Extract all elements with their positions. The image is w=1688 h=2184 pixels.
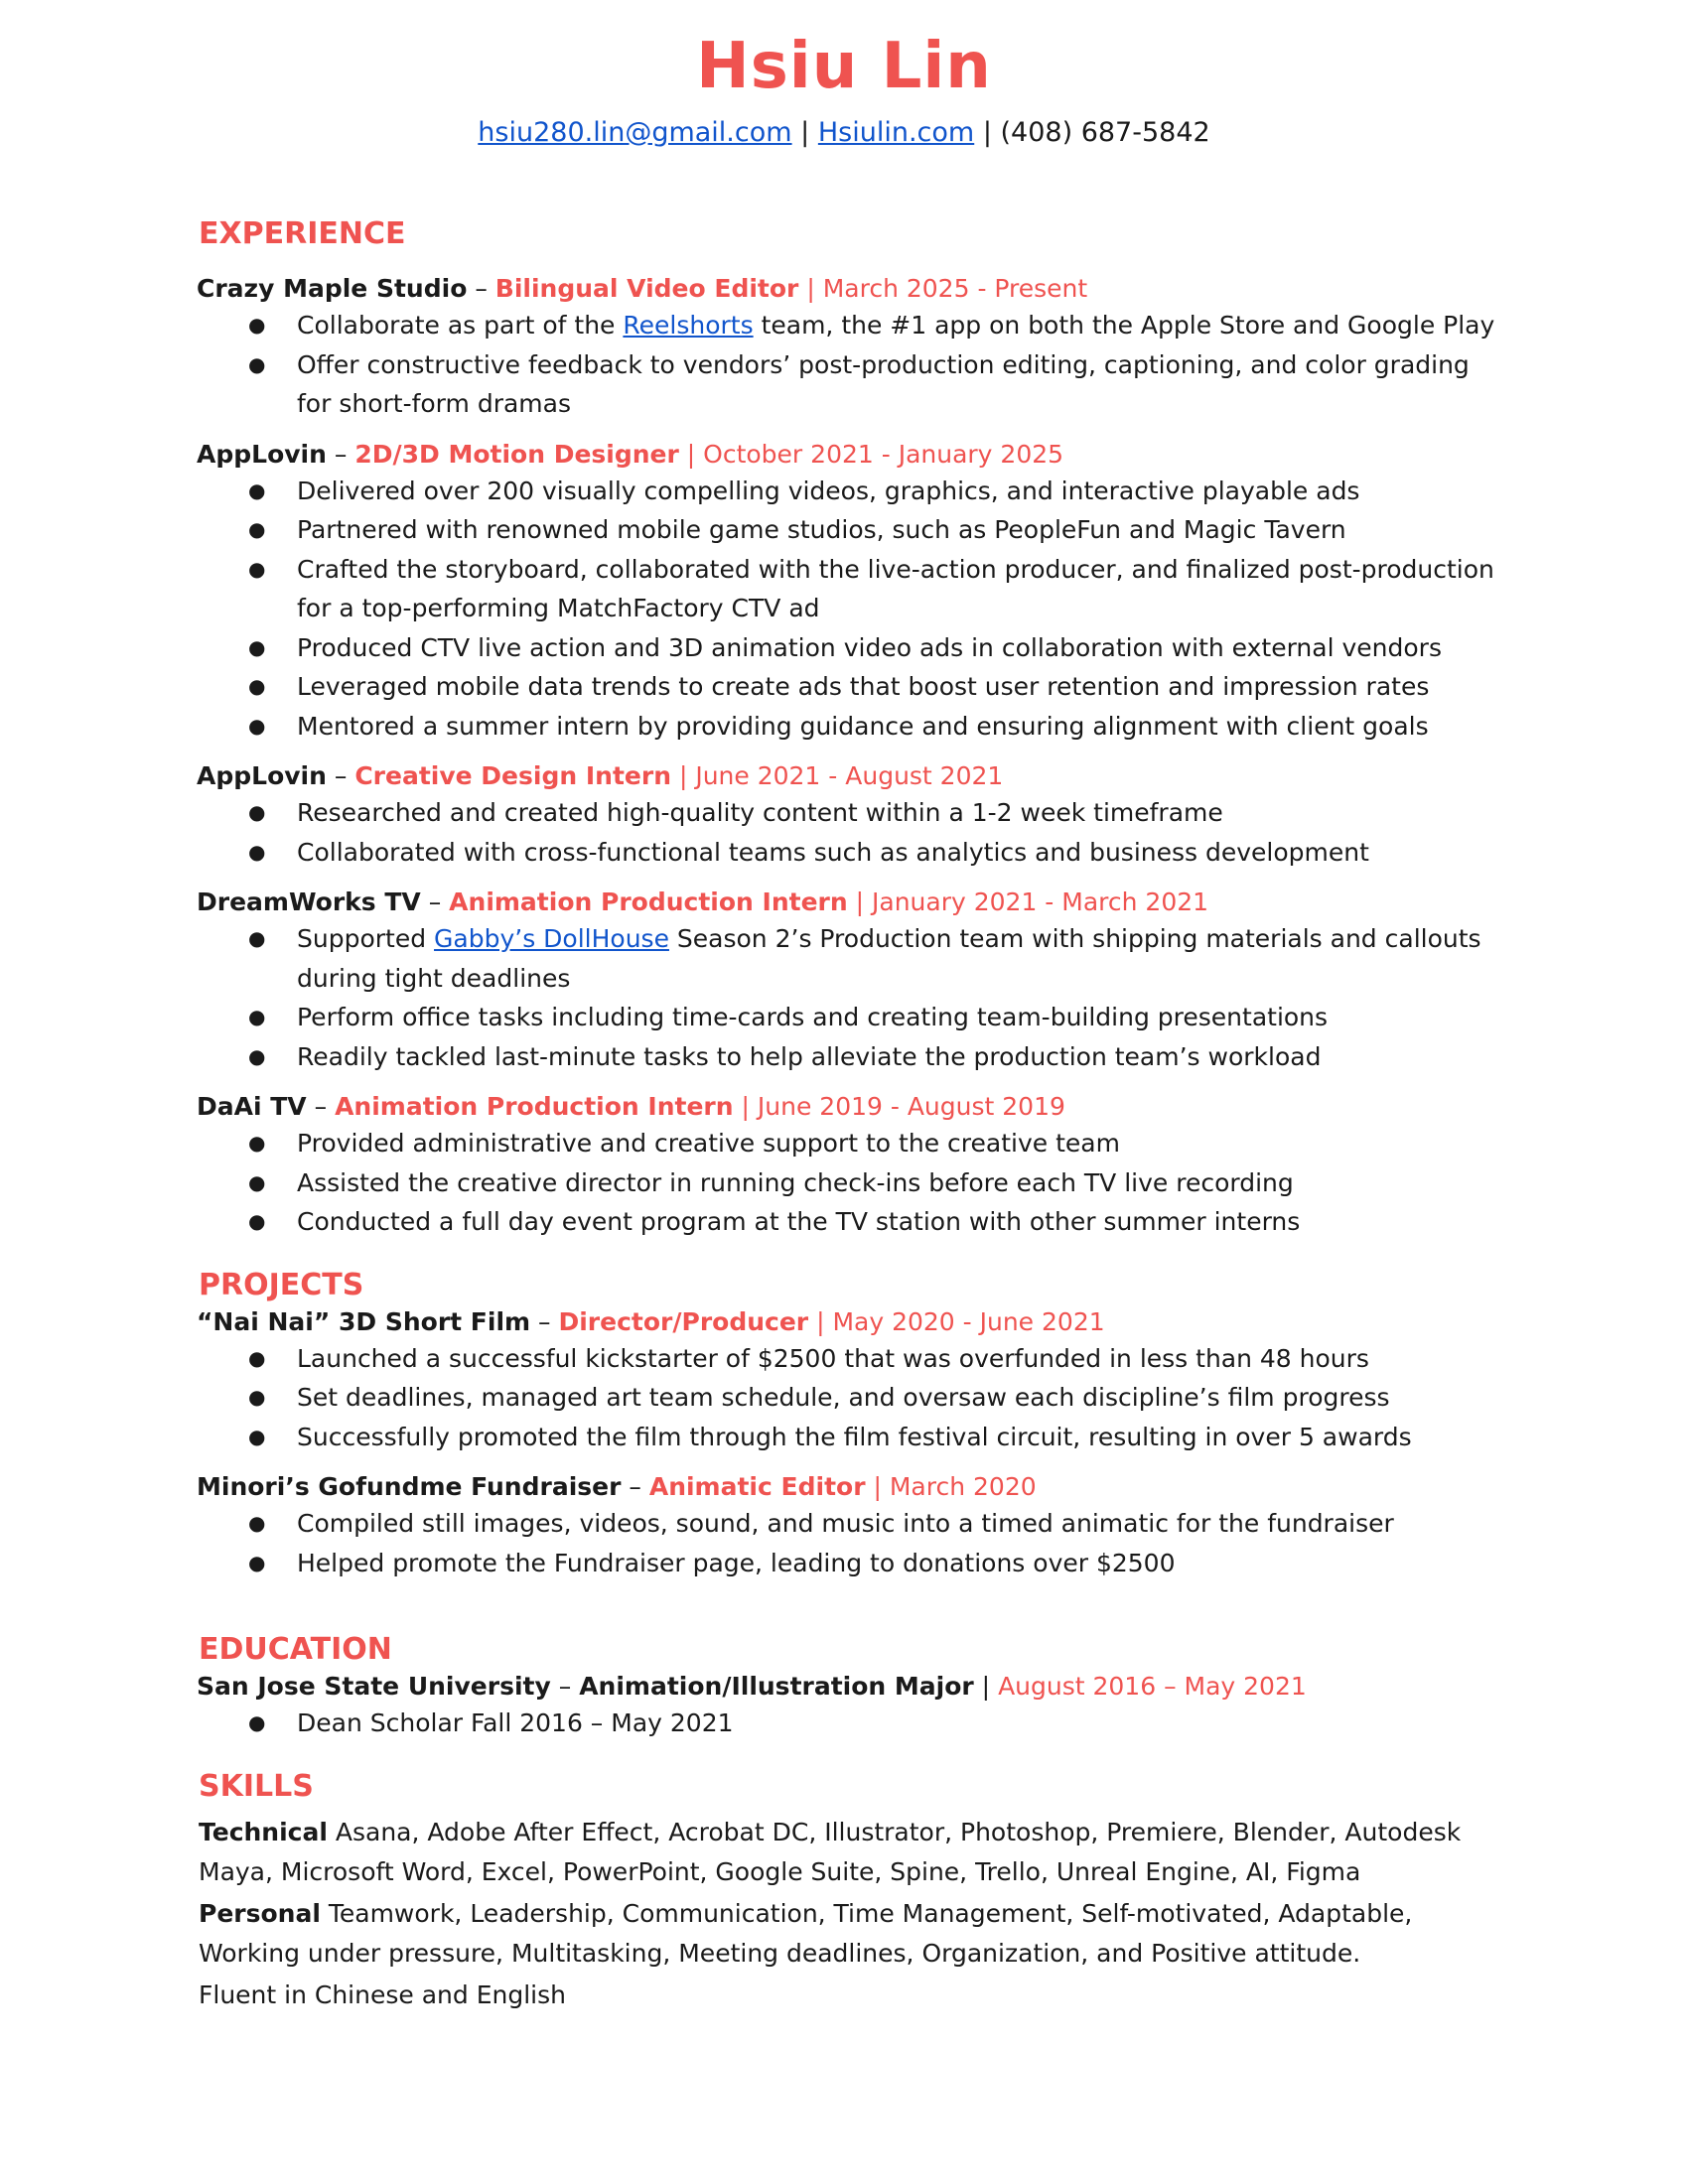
bullet-item: [197, 833, 1497, 873]
entry-bar: |: [973, 1672, 999, 1701]
experience-heading: EXPERIENCE: [199, 216, 406, 251]
bullet-dot-icon: ●: [248, 556, 266, 581]
bullet-text: Partnered with renowned mobile game studios, such as PeopleFun and Magic Tavern: [297, 515, 1346, 544]
entry-head: [197, 759, 1497, 793]
bullet-dot-icon: ●: [248, 1550, 266, 1574]
bullet-text: Produced CTV live action and 3D animation video ads in collaboration with external vendors: [297, 632, 1442, 662]
entry: [197, 1305, 1497, 1457]
bullet-text: Provided administrative and creative support to the creative team: [297, 1129, 1120, 1158]
bullet-text: Leveraged mobile data trends to create ads that boost user retention and impression rates: [297, 672, 1430, 701]
email-link[interactable]: hsiu280.lin@gmail.com: [478, 117, 792, 148]
bullet-text: team, the #1 app on both the Apple Store and Google Play: [753, 311, 1495, 340]
entry-dash: –: [420, 887, 450, 916]
bullet-dot-icon: ●: [248, 478, 266, 502]
bullet-dot-icon: ●: [248, 1005, 266, 1028]
entry-bullets: [197, 919, 1497, 1076]
entry-dash: –: [467, 274, 495, 303]
major-name: Animation/Illustration Major: [579, 1672, 974, 1701]
entry-role: Bilingual Video Editor: [494, 274, 799, 303]
entry-dash: –: [306, 1092, 336, 1121]
entry-date: | October 2021 - January 2025: [686, 439, 1064, 469]
personal-skills: [199, 1894, 1497, 1974]
entry-head: [197, 1090, 1497, 1124]
entry-head: [197, 1305, 1497, 1339]
bullet-item: [197, 510, 1497, 550]
bullet-item: [197, 1544, 1497, 1583]
bullet-dot-icon: ●: [248, 1131, 266, 1155]
bullet-dot-icon: ●: [248, 1710, 266, 1734]
bullet-text: Dean Scholar Fall 2016 – May 2021: [297, 1708, 734, 1737]
bullet-item: [197, 550, 1497, 628]
resume-header: [0, 22, 1688, 155]
entry-dash: –: [326, 761, 355, 790]
entry-date: | June 2019 - August 2019: [741, 1092, 1065, 1121]
contact-separator: |: [982, 117, 992, 148]
bullet-dot-icon: ●: [248, 517, 266, 541]
bullet-text: Mentored a summer intern by providing guidance and ensuring alignment with client goals: [297, 711, 1429, 741]
entry-bullets: [197, 1339, 1497, 1457]
entry-dash: –: [326, 439, 355, 469]
bullet-item: [197, 345, 1497, 424]
entry-role: 2D/3D Motion Designer: [354, 439, 679, 469]
entry-space: [679, 440, 687, 469]
bullet-item: [197, 472, 1497, 511]
entry: [197, 1470, 1497, 1582]
bullet-dot-icon: ●: [248, 674, 266, 698]
entry-org: AppLovin: [197, 761, 327, 790]
entry-head: [197, 886, 1497, 919]
bullet-item: [197, 1037, 1497, 1077]
entry-space: [808, 1307, 816, 1336]
bullet-item: [197, 1504, 1497, 1544]
bullet-text: Supported: [297, 924, 435, 953]
entry-space: [671, 761, 679, 790]
resume-body: [197, 175, 1497, 2017]
bullet-text: Conducted a full day event program at the TV station with other summer interns: [297, 1207, 1301, 1236]
entry-space: [734, 1092, 742, 1121]
bullet-text: Compiled still images, videos, sound, and music into a timed animatic for the fundraiser: [297, 1509, 1394, 1538]
entry-space: [848, 887, 856, 916]
education-heading: EDUCATION: [199, 1632, 392, 1667]
entry-date: | March 2020: [873, 1472, 1037, 1501]
technical-text: Asana, Adobe After Effect, Acrobat DC, Illustrator, Photoshop, Premiere, Blender, Autodesk Maya, Microsoft Word, Excel, PowerPoint, Google Suite, Spine, Trello, Unreal Engine, AI, Figma: [199, 1817, 1462, 1886]
bullet-item: [197, 1124, 1497, 1163]
bullet-link[interactable]: Reelshorts: [623, 311, 754, 340]
school-name: San Jose State University: [197, 1672, 551, 1701]
contact-separator: |: [800, 117, 810, 148]
bullet-text: Collaborate as part of the: [297, 311, 624, 340]
technical-label: Technical: [199, 1817, 328, 1846]
entry-role: Animation Production Intern: [449, 887, 848, 916]
bullet-dot-icon: ●: [248, 926, 266, 950]
entry: [197, 438, 1497, 747]
bullet-item: [197, 793, 1497, 833]
bullet-dot-icon: ●: [248, 634, 266, 659]
entry-dash: –: [621, 1472, 649, 1501]
bullet-text: Perform office tasks including time-cards and creating team-building presentations: [297, 1003, 1329, 1031]
entry-role: Creative Design Intern: [354, 761, 671, 790]
bullet-item: [197, 628, 1497, 668]
bullet-dot-icon: ●: [248, 1424, 266, 1448]
bullet-dot-icon: ●: [248, 1385, 266, 1409]
bullet-item: [197, 1418, 1497, 1457]
bullet-item: [197, 1163, 1497, 1203]
entry-date: | May 2020 - June 2021: [816, 1306, 1105, 1336]
bullet-item: [197, 1704, 1497, 1743]
bullet-text: Delivered over 200 visually compelling videos, graphics, and interactive playable ads: [297, 476, 1360, 505]
candidate-name: Hsiu Lin: [696, 30, 992, 103]
bullet-dot-icon: ●: [248, 800, 266, 824]
bullet-text: Researched and created high-quality content within a 1-2 week timeframe: [297, 798, 1223, 827]
skills-heading: SKILLS: [199, 1768, 314, 1804]
entry-org: DreamWorks TV: [197, 887, 421, 916]
entry-bullets: [197, 1124, 1497, 1242]
entry-head: [197, 438, 1497, 472]
education-entry: [197, 1670, 1497, 1743]
entry-bullets: [197, 306, 1497, 424]
entry: [197, 1090, 1497, 1242]
bullet-text: Readily tackled last-minute tasks to help alleviate the production team’s workload: [297, 1041, 1322, 1071]
bullet-item: [197, 306, 1497, 345]
personal-label: Personal: [199, 1898, 321, 1928]
entry-org: AppLovin: [197, 439, 327, 469]
bullet-text: Crafted the storyboard, collaborated with the live-action producer, and finalized post-production for a top-performing MatchFactory CTV ad: [297, 554, 1494, 622]
bullet-text: Assisted the creative director in running check-ins before each TV live recording: [297, 1167, 1294, 1197]
entry-bullets: [197, 472, 1497, 747]
entry: [197, 759, 1497, 872]
entry-role: Director/Producer: [558, 1306, 809, 1336]
bullet-text: Set deadlines, managed art team schedule, and oversaw each discipline’s film progress: [297, 1383, 1390, 1412]
entry-bullets: [197, 793, 1497, 872]
bullet-text: Season 2’s Production team with shipping materials and callouts during tight deadlines: [297, 924, 1481, 993]
entry-role: Animatic Editor: [648, 1472, 866, 1501]
contact-line: [0, 111, 1688, 155]
website-link[interactable]: Hsiulin.com: [817, 117, 975, 148]
bullet-text: Successfully promoted the film through the film festival circuit, resulting in over 5 awards: [297, 1422, 1412, 1451]
bullet-dot-icon: ●: [248, 1209, 266, 1233]
bullet-dot-icon: ●: [248, 713, 266, 738]
bullet-item: [197, 1339, 1497, 1379]
bullet-item: [197, 667, 1497, 707]
bullet-link[interactable]: Gabby’s DollHouse: [434, 924, 669, 953]
entry-dash: –: [530, 1306, 559, 1336]
bullet-item: [197, 919, 1497, 998]
bullet-dot-icon: ●: [248, 1511, 266, 1535]
bullet-dot-icon: ●: [248, 351, 266, 376]
entry-bullets: [197, 1504, 1497, 1582]
personal-text: Teamwork, Leadership, Communication, Time Management, Self-motivated, Adaptable, Working under pressure, Multitasking, Meeting deadlines, Organization, and Positive attitude.: [199, 1898, 1413, 1968]
projects-list: [197, 1305, 1497, 1583]
bullet-dot-icon: ●: [248, 313, 266, 337]
bullet-dot-icon: ●: [248, 1043, 266, 1068]
entry-head: [197, 1470, 1497, 1504]
bullet-item: [197, 1202, 1497, 1242]
entry-date: | January 2021 - March 2021: [855, 887, 1209, 916]
bullet-item: [197, 998, 1497, 1037]
entry-date: | June 2021 - August 2021: [678, 761, 1004, 790]
technical-skills: [199, 1813, 1497, 1892]
entry-org: DaAi TV: [197, 1092, 307, 1121]
entry-org: Crazy Maple Studio: [197, 274, 468, 303]
entry-role: Animation Production Intern: [335, 1092, 734, 1121]
skills-block: [199, 1813, 1497, 2015]
entry-dash: –: [550, 1672, 580, 1701]
entry-org: Minori’s Gofundme Fundraiser: [197, 1472, 622, 1501]
bullet-dot-icon: ●: [248, 839, 266, 864]
bullet-text: Launched a successful kickstarter of $2500 that was overfunded in less than 48 hours: [297, 1343, 1369, 1373]
phone-number: (408) 687-5842: [1000, 117, 1210, 148]
projects-heading: PROJECTS: [199, 1267, 364, 1302]
bullet-item: [197, 1378, 1497, 1418]
entry-head: [197, 272, 1497, 306]
bullet-text: Collaborated with cross-functional teams such as analytics and business development: [297, 837, 1369, 867]
languages: Fluent in Chinese and English: [199, 1979, 566, 2009]
entry-org: “Nai Nai” 3D Short Film: [197, 1306, 531, 1336]
education-bullets: [197, 1704, 1497, 1743]
bullet-item: [197, 707, 1497, 747]
education-date: August 2016 – May 2021: [998, 1672, 1307, 1701]
bullet-dot-icon: ●: [248, 1345, 266, 1370]
entry-date: | March 2025 - Present: [806, 274, 1088, 303]
bullet-text: Helped promote the Fundraiser page, leading to donations over $2500: [297, 1548, 1176, 1577]
experience-list: [197, 272, 1497, 1242]
entry: [197, 272, 1497, 424]
bullet-dot-icon: ●: [248, 1169, 266, 1194]
bullet-text: Offer constructive feedback to vendors’ post-production editing, captioning, and color grading for short-form dramas: [297, 349, 1470, 418]
entry: [197, 886, 1497, 1076]
education-head: [197, 1670, 1497, 1704]
